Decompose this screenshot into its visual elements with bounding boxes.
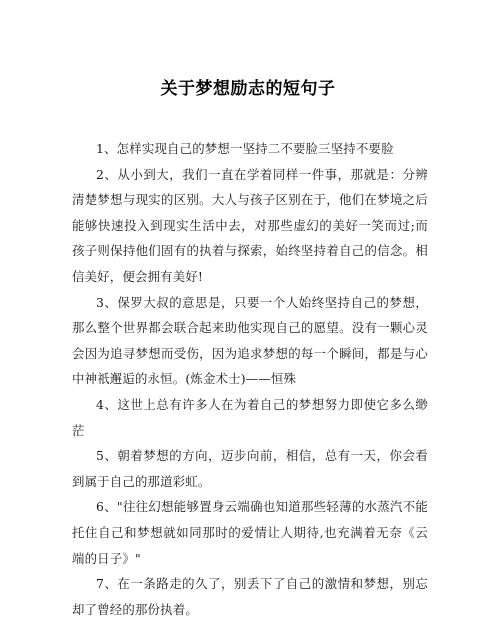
paragraph-4: 4、这世上总有许多人在为着自己的梦想努力即使它多么缈茫 bbox=[72, 396, 428, 438]
paragraph-7: 7、在一条路走的久了，别丢下了自己的激情和梦想，别忘却了曾经的那份执着。 bbox=[72, 576, 428, 617]
document-title: 关于梦想励志的短句子 bbox=[160, 79, 336, 99]
paragraph-1: 1、怎样实现自己的梦想一坚持二不要脸三坚持不要脸 bbox=[96, 141, 394, 156]
document-body bbox=[72, 136, 428, 622]
paragraph-5: 5、朝着梦想的方向，迈步向前，相信，总有一天，你会看到属于自己的那道彩虹。 bbox=[72, 448, 428, 489]
paragraph-3: 3、保罗大叔的意思是，只要一个人始终坚持自己的梦想，那么整个世界都会联合起来助他实现自己的愿望。没有一颗心灵会因为追寻梦想而受伤，因为追求梦想的每一个瞬间，都是与心中神祇邂逅的永恒。(炼金术士)——恒殊 bbox=[72, 294, 428, 387]
paragraph-6: 6、"往往幻想能够置身云端确也知道那些轻薄的水蒸汽不能托住自己和梦想就如同那时的爱情让人期待,也充满着无奈《云端的日子》" bbox=[72, 499, 428, 566]
paragraph-2: 2、从小到大，我们一直在学着同样一件事，那就是：分辨清楚梦想与现实的区别。大人与孩子区别在于，他们在梦境之后能够快速投入到现实生活中去，对那些虚幻的美好一笑而过;而孩子则保持他们固有的执着与探索，始终坚持着自己的信念。相信美好，便会拥有美好! bbox=[72, 166, 428, 284]
